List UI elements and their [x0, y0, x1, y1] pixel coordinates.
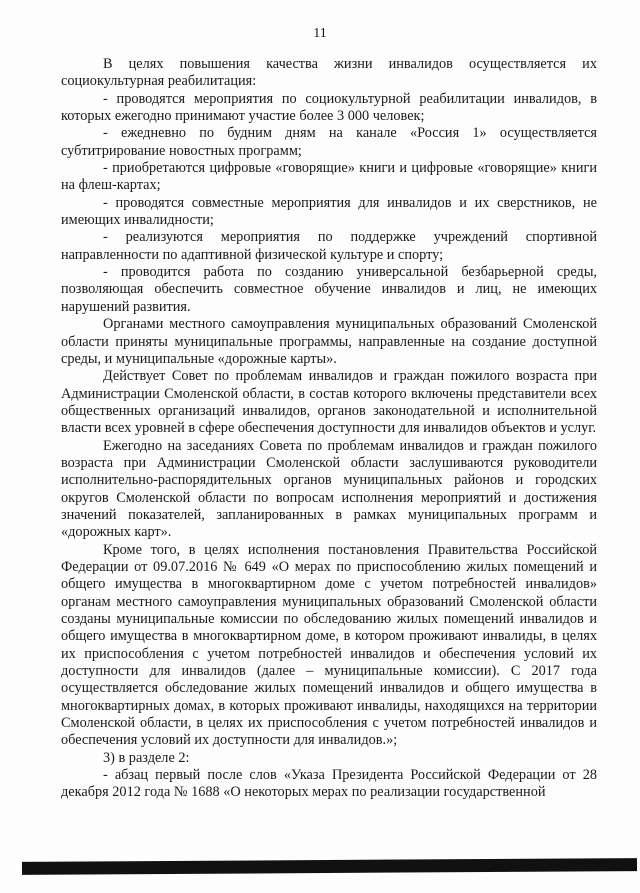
list-item: - реализуются мероприятия по поддержке учреждений спортивной направленности по адаптивной физической культуре и спорту; [61, 229, 597, 263]
document-body [61, 56, 597, 802]
list-item: - проводятся совместные мероприятия для инвалидов и их сверстников, не имеющих инвалидности; [61, 194, 597, 229]
list-item: - проводится работа по созданию универсальной безбарьерной среды, позволяющая обеспечить совместное обучение инвалидов и лиц, не имеющих нарушений развития. [61, 264, 597, 315]
page-number: 11 [313, 26, 327, 41]
list-item: - ежедневно по будним дням на канале «Россия 1» осуществляется субтитрирование новостных программ; [61, 125, 597, 159]
paragraph: Ежегодно на заседаниях Совета по проблемам инвалидов и граждан пожилого возраста при Администрации Смоленской области заслушиваются руководители исполнительно-распорядительных органов муниципальных районов и городских округов Смоленской области по вопросам исполнения мероприятий и достижения значений показателей, запланированных в рамках муниципальных программ и «дорожных карт». [61, 437, 597, 541]
list-item: - приобретаются цифровые «говорящие» книги и цифровые «говорящие» книги на флеш-картах; [61, 160, 597, 194]
paragraph: Кроме того, в целях исполнения постановления Правительства Российской Федерации от 09.07.2016 № 649 «О мерах по приспособлению жилых помещений и общего имущества в многоквартирном доме с учетом потребностей инвалидов» органам местного самоуправления муниципальных образований Смоленской области созданы муниципальные комиссии по обследованию жилых помещений инвалидов и общего имущества в многоквартирном доме, в котором проживают инвалиды, в целях их приспособления с учетом потребностей инвалидов и обеспечения условий их доступности для инвалидов (далее – муниципальные комиссии). С 2017 года осуществляется обследование жилых помещений инвалидов и общего имущества в многоквартирных домах, в которых проживают инвалиды, находящихся на территории Смоленской области, в целях их приспособления с учетом потребностей инвалидов и обеспечения условий их доступности для инвалидов.»; [61, 541, 597, 749]
section-heading: 3) в разделе 2: [103, 749, 190, 766]
paragraph: Органами местного самоуправления муниципальных образований Смоленской области приняты муниципальные программы, направленные на создание доступной среды, и муниципальные «дорожные карты». [61, 316, 597, 367]
scan-edge-bar [22, 858, 637, 875]
list-item: - проводятся мероприятия по социокультурной реабилитации инвалидов, в которых ежегодно принимают участие более 3 000 человек; [61, 90, 597, 125]
paragraph: Действует Совет по проблемам инвалидов и граждан пожилого возраста при Администрации Смоленской области, в состав которого включены представители всех общественных организаций инвалидов, органов законодательной и исполнительной власти всех уровней в сфере обеспечения доступности для инвалидов объектов и услуг. [61, 368, 597, 437]
paragraph-intro: В целях повышения качества жизни инвалидов осуществляется их социокультурная реабилитация: [61, 56, 597, 90]
paragraph: - абзац первый после слов «Указа Президента Российской Федерации от 28 декабря 2012 года № 1688 «О некоторых мерах по реализации государственной [61, 767, 597, 801]
